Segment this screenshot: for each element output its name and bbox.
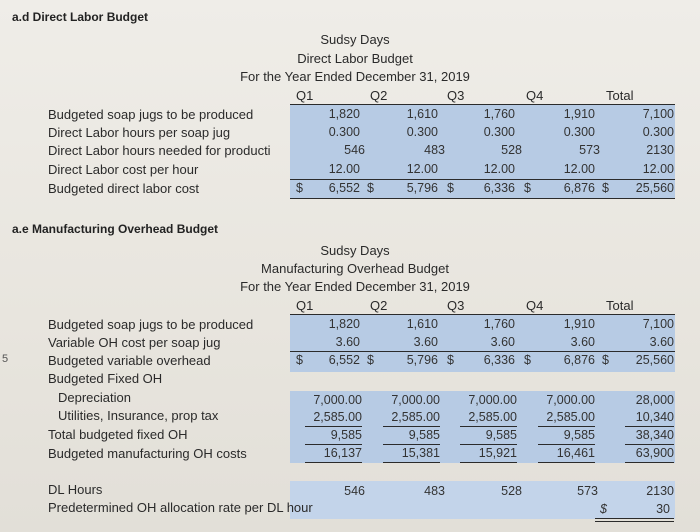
- dl-cell: 6,552: [328, 181, 360, 195]
- moh-header-q3: Q3: [447, 298, 465, 313]
- moh-cell: 9,585: [408, 428, 440, 442]
- moh-cell: 16,137: [323, 446, 362, 460]
- moh-fixed-rule: [538, 426, 595, 427]
- moh-cell: 38,340: [635, 428, 674, 442]
- dl-cell: 0.300: [642, 125, 674, 139]
- dl-total-rule: [290, 179, 675, 180]
- oh-rate-value: 30: [656, 502, 670, 516]
- moh-row-label: Budgeted manufacturing OH costs: [48, 446, 247, 461]
- moh-cell: 1,760: [483, 317, 515, 331]
- dl-row-label: Direct Labor hours per soap jug: [48, 125, 231, 140]
- dl-header-q2: Q2: [370, 88, 388, 103]
- dl-header-q1: Q1: [296, 88, 314, 103]
- moh-header-q4: Q4: [526, 298, 544, 313]
- moh-total-rule: [383, 462, 440, 463]
- moh-fixed-rule: [625, 426, 674, 427]
- dl-dollar-sign: $: [524, 181, 531, 195]
- dl-cell: 546: [344, 143, 365, 157]
- moh-row-label: Depreciation: [58, 390, 131, 405]
- moh-dollar-sign: $: [524, 353, 531, 367]
- moh-fixed-rule: [460, 426, 517, 427]
- moh-cell: 16,461: [556, 446, 595, 460]
- moh-company-name: Sudsy Days: [320, 243, 390, 258]
- dl-cell: 528: [501, 143, 522, 157]
- moh-dollar-sign: $: [447, 353, 454, 367]
- moh-cell: 1,910: [563, 317, 595, 331]
- moh-cell: 63,900: [635, 446, 674, 460]
- moh-fixed-rule: [383, 426, 440, 427]
- moh-cell: 3.60: [649, 335, 674, 349]
- moh-header-q1: Q1: [296, 298, 314, 313]
- moh-fixed-rule: [625, 444, 674, 445]
- dl-cell: 0.300: [328, 125, 360, 139]
- dl-cell: 483: [424, 143, 445, 157]
- moh-row-label: Budgeted soap jugs to be produced: [48, 317, 254, 332]
- dl-cell: 1,610: [406, 107, 438, 121]
- dl-dollar-sign: $: [296, 181, 303, 195]
- moh-cell: 3.60: [335, 335, 360, 349]
- dl-cell: 25,560: [635, 181, 674, 195]
- moh-fixed-rule: [305, 444, 362, 445]
- moh-cell: 9,585: [563, 428, 595, 442]
- moh-report-period: For the Year Ended December 31, 2019: [240, 279, 470, 294]
- moh-cell: 28,000: [635, 393, 674, 407]
- direct-labor-heading: a.d Direct Labor Budget: [12, 10, 149, 24]
- moh-cell: 5,796: [406, 353, 438, 367]
- moh-dollar-sign: $: [602, 353, 609, 367]
- dl-hours-cell: 2130: [646, 484, 674, 498]
- dl-cell: 0.300: [406, 125, 438, 139]
- moh-total-rule: [538, 462, 595, 463]
- moh-cell: 2,585.00: [313, 410, 362, 424]
- dl-cell: 0.300: [563, 125, 595, 139]
- oh-rate-rule: [595, 518, 674, 519]
- dl-hours-cell: 528: [501, 484, 522, 498]
- moh-row-label: Total budgeted fixed OH: [48, 427, 188, 442]
- dl-row-label: Direct Labor hours needed for producti: [48, 143, 271, 158]
- moh-cell: 6,552: [328, 353, 360, 367]
- oh-rate-dollar: $: [600, 502, 607, 516]
- dl-hours-label: DL Hours: [48, 482, 103, 497]
- moh-cell: 2,585.00: [391, 410, 440, 424]
- moh-dollar-sign: $: [367, 353, 374, 367]
- moh-dollar-sign: $: [296, 353, 303, 367]
- moh-cell: 7,000.00: [468, 393, 517, 407]
- moh-cell: 7,000.00: [313, 393, 362, 407]
- moh-total-rule: [460, 462, 517, 463]
- moh-fixed-label: Budgeted Fixed OH: [48, 371, 163, 386]
- margin-mark: 5: [2, 353, 9, 365]
- dl-header-total: Total: [606, 88, 634, 103]
- dl-hours-cell: 573: [577, 484, 598, 498]
- dl-cell: 12.00: [483, 162, 515, 176]
- overhead-heading: a.e Manufacturing Overhead Budget: [12, 222, 219, 236]
- dl-cell: 1,910: [563, 107, 595, 121]
- dl-header-q3: Q3: [447, 88, 465, 103]
- moh-row-label: Utilities, Insurance, prop tax: [58, 408, 219, 423]
- dl-cell: 2130: [646, 143, 674, 157]
- moh-total-rule: [625, 462, 674, 463]
- dl-hours-cell: 483: [424, 484, 445, 498]
- moh-cell: 6,336: [483, 353, 515, 367]
- moh-cell: 9,585: [330, 428, 362, 442]
- moh-cell: 2,585.00: [546, 410, 595, 424]
- dl-cell: 12.00: [563, 162, 595, 176]
- dl-cell: 12.00: [406, 162, 438, 176]
- oh-rate-double-rule: [595, 521, 674, 522]
- moh-cell: 15,921: [478, 446, 517, 460]
- moh-cell: 7,100: [642, 317, 674, 331]
- moh-fixed-rule: [305, 426, 362, 427]
- moh-fixed-rule: [383, 444, 440, 445]
- moh-report-title: Manufacturing Overhead Budget: [261, 261, 449, 276]
- moh-header-total: Total: [606, 298, 634, 313]
- dl-cell: 1,820: [328, 107, 360, 121]
- oh-rate-label: Predetermined OH allocation rate per DL hour: [48, 500, 313, 515]
- dl-dollar-sign: $: [367, 181, 374, 195]
- dl-bottom-rule: [290, 198, 675, 199]
- moh-fixed-rule: [460, 444, 517, 445]
- dl-cell: 12.00: [328, 162, 360, 176]
- dl-cell: 7,100: [642, 107, 674, 121]
- moh-cell: 15,381: [401, 446, 440, 460]
- moh-variable-rule: [290, 351, 675, 352]
- dl-cell: 6,876: [563, 181, 595, 195]
- moh-cell: 1,610: [406, 317, 438, 331]
- dl-hours-cell: 546: [344, 484, 365, 498]
- moh-cell: 7,000.00: [546, 393, 595, 407]
- moh-total-rule: [305, 462, 362, 463]
- moh-cell: 25,560: [635, 353, 674, 367]
- moh-cell: 9,585: [485, 428, 517, 442]
- moh-cell: 3.60: [570, 335, 595, 349]
- moh-cell: 3.60: [413, 335, 438, 349]
- dl-row-label: Budgeted direct labor cost: [48, 181, 200, 196]
- dl-cell: 12.00: [642, 162, 674, 176]
- dl-cell: 5,796: [406, 181, 438, 195]
- moh-cell: 6,876: [563, 353, 595, 367]
- moh-row-label: Variable OH cost per soap jug: [48, 335, 221, 350]
- dl-cell: 573: [579, 143, 600, 157]
- moh-cell: 3.60: [490, 335, 515, 349]
- dl-cell: 0.300: [483, 125, 515, 139]
- moh-cell: 7,000.00: [391, 393, 440, 407]
- dl-cell: 6,336: [483, 181, 515, 195]
- dl-dollar-sign: $: [447, 181, 454, 195]
- moh-row-label: Budgeted variable overhead: [48, 353, 211, 368]
- dl-row-label: Direct Labor cost per hour: [48, 162, 199, 177]
- moh-cell: 1,820: [328, 317, 360, 331]
- dl-company-name: Sudsy Days: [320, 32, 390, 47]
- moh-header-q2: Q2: [370, 298, 388, 313]
- moh-fixed-rule: [538, 444, 595, 445]
- moh-cell: 2,585.00: [468, 410, 517, 424]
- moh-cell: 10,340: [635, 410, 674, 424]
- dl-report-title: Direct Labor Budget: [297, 51, 413, 66]
- dl-dollar-sign: $: [602, 181, 609, 195]
- dl-report-period: For the Year Ended December 31, 2019: [240, 69, 470, 84]
- dl-cell: 1,760: [483, 107, 515, 121]
- dl-header-q4: Q4: [526, 88, 544, 103]
- dl-row-label: Budgeted soap jugs to be produced: [48, 107, 254, 122]
